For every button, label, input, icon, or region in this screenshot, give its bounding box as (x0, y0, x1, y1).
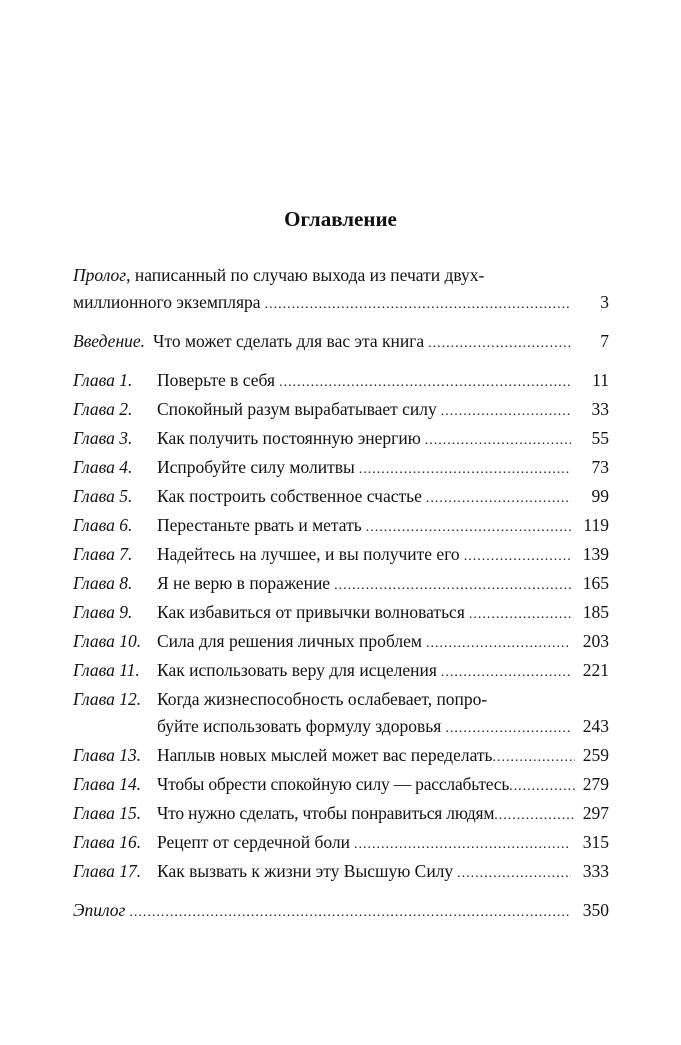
leader-dots (366, 514, 571, 541)
toc-text: Как избавиться от привычки волноваться (157, 602, 465, 622)
toc-entry-chapter[interactable] (73, 829, 609, 858)
toc-text: Как использовать веру для исцеления (157, 660, 437, 680)
toc-page-number: 333 (582, 861, 609, 881)
toc-page-number: 33 (591, 399, 609, 419)
toc-label: Глава 10. (73, 631, 142, 651)
toc-label: Глава 11. (73, 660, 140, 680)
toc-entry-intro[interactable] (73, 328, 609, 357)
toc-page-number: 203 (582, 631, 609, 651)
toc-label: Пролог (73, 265, 127, 285)
leader-dots (428, 330, 571, 357)
leader-dots (493, 744, 575, 771)
leader-dots (426, 630, 571, 657)
toc-entry-chapter[interactable] (73, 800, 609, 829)
toc-label: Эпилог (73, 900, 126, 920)
toc-page-number: 165 (582, 573, 609, 593)
toc-text: Я не верю в поражение (157, 573, 331, 593)
toc-entry-chapter-12[interactable] (73, 686, 609, 713)
leader-dots (441, 659, 571, 686)
toc-label: Глава 17. (73, 861, 142, 881)
toc-text: буйте использовать формулу здоровья (157, 716, 442, 736)
leader-dots (494, 802, 575, 829)
toc-page-number: 259 (582, 745, 609, 765)
toc-label: Глава 14. (73, 774, 142, 794)
toc-page-number: 7 (600, 331, 609, 351)
toc-page-number: 3 (600, 292, 609, 312)
toc-text: Наплыв новых мыслей может вас переделать (157, 745, 493, 765)
leader-dots (457, 860, 571, 887)
toc-entry-chapter[interactable] (73, 425, 609, 454)
toc-page-number: 221 (582, 660, 609, 680)
toc-label: Глава 15. (73, 803, 142, 823)
toc-entry-chapter[interactable] (73, 599, 609, 628)
leader-dots (425, 427, 571, 454)
toc-text: Когда жизнеспособность ослабевает, попро- (157, 689, 488, 709)
toc-page-number: 55 (591, 428, 609, 448)
toc-text: миллионного экземпляра (73, 292, 261, 312)
toc-page-number: 350 (582, 900, 609, 920)
toc-entry-chapter[interactable] (73, 742, 609, 771)
toc-label: Глава 5. (73, 486, 133, 506)
toc-entry-chapter[interactable] (73, 367, 609, 396)
toc-page-number: 119 (583, 515, 609, 535)
toc-text: Что может сделать для вас эта книга (153, 331, 425, 351)
toc-text: Испробуйте силу молитвы (157, 457, 355, 477)
toc-entry-chapter[interactable] (73, 570, 609, 599)
toc-label: Глава 3. (73, 428, 133, 448)
toc-label: Глава 12. (73, 689, 142, 709)
page-title: Оглавление (284, 207, 397, 231)
leader-dots (359, 456, 571, 483)
toc-label: Глава 9. (73, 602, 133, 622)
toc-label: Глава 6. (73, 515, 133, 535)
toc-label: Глава 4. (73, 457, 133, 477)
toc-entry-chapter[interactable] (73, 483, 609, 512)
toc-label: Введение. (73, 331, 146, 351)
toc-text: Рецепт от сердечной боли (157, 832, 351, 852)
toc-page-number: 279 (582, 774, 609, 794)
toc-label: Глава 7. (73, 544, 133, 564)
toc-page-number: 297 (582, 803, 609, 823)
toc-page-number: 11 (592, 370, 609, 390)
toc-entry-epilog[interactable] (73, 897, 609, 926)
leader-dots (334, 572, 571, 599)
leader-dots (441, 398, 571, 425)
toc-text: Сила для решения личных проблем (157, 631, 422, 651)
toc-entry-chapter[interactable] (73, 628, 609, 657)
toc-label: Глава 8. (73, 573, 133, 593)
toc-text: Что нужно сделать, чтобы понравиться людям (157, 803, 495, 823)
toc-entry-chapter[interactable] (73, 858, 609, 887)
table-of-contents (73, 262, 609, 926)
toc-entry-chapter[interactable] (73, 541, 609, 570)
leader-dots (265, 291, 571, 318)
leader-dots (464, 543, 571, 570)
toc-page-number: 185 (582, 602, 609, 622)
toc-page-number: 73 (591, 457, 609, 477)
toc-page-number: 243 (582, 716, 609, 736)
toc-entry-chapter[interactable] (73, 657, 609, 686)
toc-page-number: 139 (582, 544, 609, 564)
toc-text: Как построить собственное счастье (157, 486, 422, 506)
toc-label: Глава 13. (73, 745, 142, 765)
toc-entry-chapter[interactable] (73, 396, 609, 425)
toc-entry-chapter[interactable] (73, 512, 609, 541)
toc-label: Глава 16. (73, 832, 142, 852)
toc-entry-chapter[interactable] (73, 454, 609, 483)
leader-dots (469, 601, 571, 628)
leader-dots (354, 831, 571, 858)
toc-label: Глава 2. (73, 399, 133, 419)
leader-dots (129, 899, 571, 926)
toc-text: Как получить постоянную энергию (157, 428, 421, 448)
toc-entry-prolog-cont[interactable] (73, 289, 609, 318)
toc-label: Глава 1. (73, 370, 133, 390)
toc-text: , написанный по случаю выхода из печати двух- (126, 265, 485, 285)
toc-entry-prolog[interactable] (73, 262, 609, 289)
toc-text: Надейтесь на лучшее, и вы получите его (157, 544, 460, 564)
leader-dots (426, 485, 571, 512)
leader-dots (509, 773, 575, 800)
toc-text: Поверьте в себя (157, 370, 276, 390)
toc-page-number: 99 (591, 486, 609, 506)
toc-text: Перестаньте рвать и метать (157, 515, 362, 535)
toc-entry-chapter[interactable] (73, 771, 609, 800)
toc-text: Спокойный разум вырабатывает силу (157, 399, 437, 419)
leader-dots (445, 715, 571, 742)
leader-dots (279, 369, 571, 396)
toc-text: Как вызвать к жизни эту Высшую Силу (157, 861, 454, 881)
toc-page-number: 315 (582, 832, 609, 852)
toc-text: Чтобы обрести спокойную силу — расслабьтесь (157, 774, 510, 794)
toc-entry-chapter-12-cont[interactable] (73, 713, 609, 742)
